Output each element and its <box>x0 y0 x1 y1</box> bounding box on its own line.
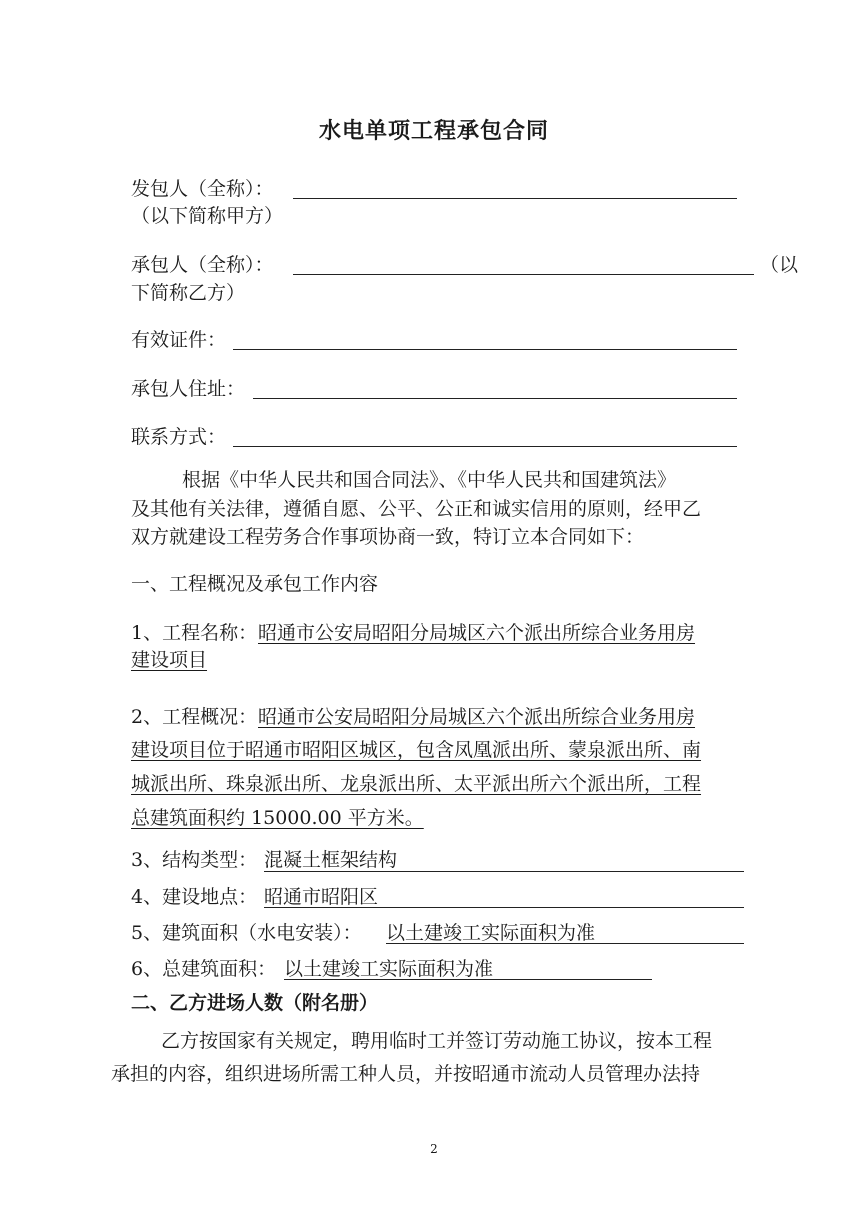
item-5-value: 以土建竣工实际面积为准 <box>386 922 596 944</box>
address-blank <box>253 398 737 399</box>
page-number: 2 <box>430 1142 438 1156</box>
item-4-value: 昭通市昭阳区 <box>264 886 379 908</box>
item-5-underline <box>386 943 744 944</box>
item-2-value-line-3: 城派出所、珠泉派出所、龙泉派出所、太平派出所六个派出所，工程 <box>131 773 702 795</box>
item-2-value-line-1: 昭通市公安局昭阳分局城区六个派出所综合业务用房 <box>258 706 696 728</box>
item-4-underline <box>264 907 744 908</box>
item-3-label: 3、结构类型： <box>131 849 258 871</box>
address-label: 承包人住址： <box>131 378 246 400</box>
item-2-value-line-2: 建设项目位于昭通市昭阳区城区，包含凤凰派出所、蒙泉派出所、南 <box>131 739 702 761</box>
preamble-line-3: 双方就建设工程劳务合作事项协商一致，特订立本合同如下： <box>131 526 645 548</box>
item-4-label: 4、建设地点： <box>131 886 258 908</box>
item-1-label: 1、工程名称： <box>131 622 258 644</box>
party-a-suffix: （以下简称甲方） <box>131 205 284 227</box>
item-2-label: 2、工程概况： <box>131 706 258 728</box>
party-b-suffix-1: （以 <box>760 254 799 276</box>
item-3-underline <box>264 871 744 872</box>
id-document-label: 有效证件： <box>131 329 227 351</box>
party-b-suffix-2: 下简称乙方） <box>131 282 246 304</box>
item-5-label: 5、建筑面积（水电安装）： <box>131 922 362 944</box>
section-2-body-line-2: 承担的内容，组织进场所需工种人员，并按昭通市流动人员管理办法持 <box>111 1063 701 1085</box>
item-1-value-line-2: 建设项目 <box>131 649 208 671</box>
item-6-label: 6、总建筑面积： <box>131 958 277 980</box>
preamble-line-2: 及其他有关法律，遵循自愿、公平、公正和诚实信用的原则，经甲乙 <box>131 498 702 520</box>
preamble-line-1: 根据《中华人民共和国合同法》、《中华人民共和国建筑法》 <box>182 469 677 491</box>
party-b-blank <box>293 274 754 275</box>
item-2-value-line-4: 总建筑面积约 15000.00 平方米。 <box>131 807 424 829</box>
contact-blank <box>233 446 737 447</box>
document-title: 水电单项工程承包合同 <box>318 119 549 144</box>
item-1-value-line-1: 昭通市公安局昭阳分局城区六个派出所综合业务用房 <box>258 622 696 644</box>
section-2-heading: 二、乙方进场人数（附名册） <box>131 992 379 1014</box>
item-3-value: 混凝土框架结构 <box>264 849 398 871</box>
section-1-heading: 一、工程概况及承包工作内容 <box>131 573 379 595</box>
contact-label: 联系方式： <box>131 426 227 448</box>
section-2-body-line-1: 乙方按国家有关规定，聘用临时工并签订劳动施工协议，按本工程 <box>161 1030 713 1052</box>
party-a-blank <box>293 198 737 199</box>
party-b-label: 承包人（全称）： <box>131 254 274 276</box>
party-a-label: 发包人（全称）： <box>131 178 274 200</box>
id-document-blank <box>233 349 737 350</box>
item-6-value: 以土建竣工实际面积为准 <box>284 958 494 980</box>
item-6-underline <box>284 979 652 980</box>
